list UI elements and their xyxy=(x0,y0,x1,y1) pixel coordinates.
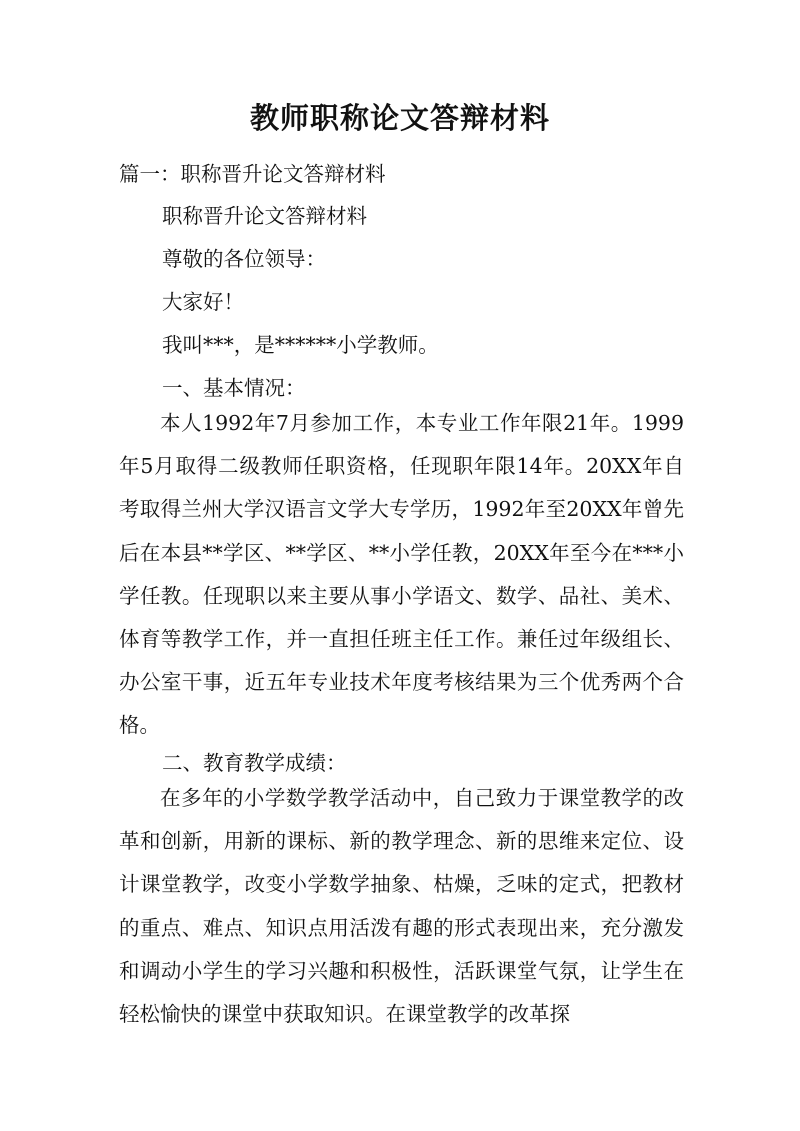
greeting: 大家好！ xyxy=(162,290,244,314)
heading-teaching-achievements: 二、教育教学成绩： xyxy=(162,751,347,775)
subtitle: 职称晋升论文答辩材料 xyxy=(162,204,367,228)
salutation: 尊敬的各位领导： xyxy=(162,247,326,271)
heading-basic-info: 一、基本情况： xyxy=(162,376,306,400)
document-title: 教师职称论文答辩材料 xyxy=(249,101,550,135)
section-heading: 篇一：职称晋升论文答辩材料 xyxy=(119,162,386,186)
paragraph-teaching-block xyxy=(119,777,684,1036)
paragraph-basic-info-block xyxy=(119,402,684,748)
paragraph-basic-info: 本人1992年7月参加工作，本专业工作年限21年。1999年5月取得二级教师任职资格，任现职年限14年。20XX年自考取得兰州大学汉语言文学大专学历，1992年至20XX年曾先后在本县**学区、**学区、**小学任教，20XX年至今在***小学任教。任现职以来主要从事小学语文、数学、品社、美术、体育等教学工作，并一直担任班主任工作。兼任过年级组长、办公室干事，近五年专业技术年度考核结果为三个优秀两个合格。 xyxy=(119,411,684,738)
intro-line: 我叫***，是******小学教师。 xyxy=(162,333,439,357)
paragraph-teaching-achievements: 在多年的小学数学教学活动中，自己致力于课堂教学的改革和创新，用新的课标、新的教学理念、新的思维来定位、设计课堂教学，改变小学数学抽象、枯燥，乏味的定式，把教材的重点、难点、知识点用活泼有趣的形式表现出来，充分激发和调动小学生的学习兴趣和积极性，活跃课堂气氛，让学生在轻松愉快的课堂中获取知识。在课堂教学的改革探 xyxy=(119,786,684,1027)
